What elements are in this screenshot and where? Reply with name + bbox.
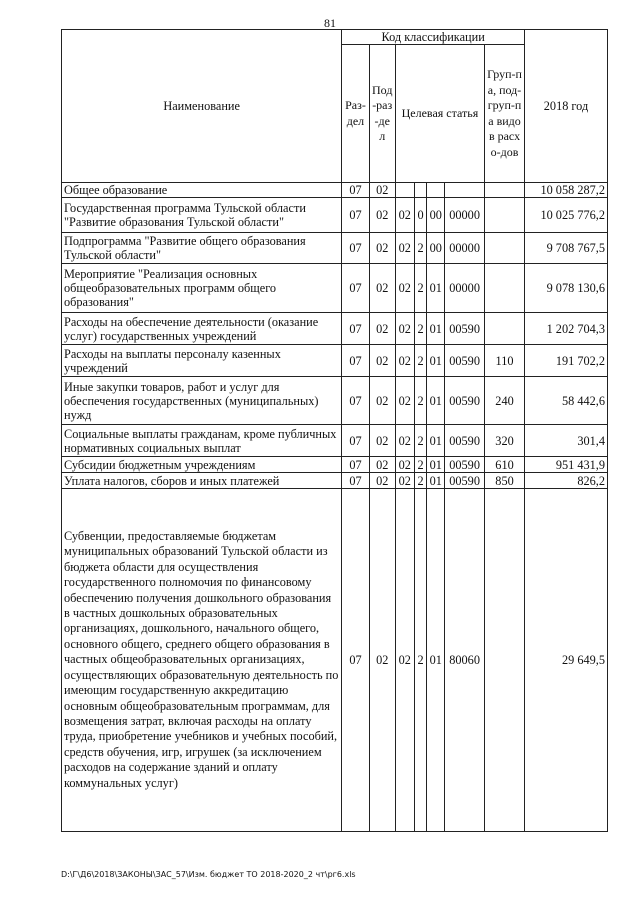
budget-table — [61, 29, 608, 832]
header-expense-group: Груп-па, под-груп-па видов расхо-дов — [485, 45, 525, 183]
file-path-footer: D:\Г\Д6\2018\ЗАКОНЫ\ЗАС_57\Изм. бюджет ТО 2018-2020_2 чт\рг6.xls — [61, 870, 356, 879]
table-row: Общее образование 07 02 10 058 287,2 — [62, 183, 608, 198]
table-row: Иные закупки товаров, работ и услуг для обеспечения государственных (муниципальных) нужд 07 02 02 2 01 00590 240 58 442,6 — [62, 377, 608, 425]
table-row: Мероприятие "Реализация основных общеобразовательных программ общего образования" 07 02 02 2 01 00000 9 078 130,6 — [62, 264, 608, 313]
header-code-group: Код классификации — [342, 30, 525, 45]
header-year: 2018 год — [525, 30, 608, 183]
table-row: Расходы на обеспечение деятельности (оказание услуг) государственных учреждений 07 02 02 2 01 00590 1 202 704,3 — [62, 313, 608, 345]
header-podrazdel: Под-раз-дел — [369, 45, 395, 183]
header-razdel: Раз-дел — [342, 45, 369, 183]
page-number: 81 — [324, 16, 336, 30]
table-row: Социальные выплаты гражданам, кроме публичных нормативных социальных выплат 07 02 02 2 01 00590 320 301,4 — [62, 425, 608, 457]
table-row: Государственная программа Тульской области "Развитие образования Тульской области" 07 02 02 0 00 00000 10 025 776,2 — [62, 198, 608, 233]
header-target: Целевая статья — [395, 45, 484, 183]
table-row: Субвенции, предоставляемые бюджетам муниципальных образований Тульской области из бюджета области для осуществления государственного полномочия по финансовому обеспечению получения дошкольного образования в частных дошкольных образовательных организациях, дошкольного, начального общего, основного общего, среднего общего образования в частных общеобразовательных организациях, осуществляющих образовательную деятельность по имеющим государственную аккредитацию основным общеобразовательным программам, для возмещения затрат, включая расходы на оплату труда, приобретение учебников и учебных пособий, средств обучения, игр, игрушек (за исключением расходов на содержание зданий и оплату коммунальных услуг) 07 02 02 2 01 80060 29 649,5 — [62, 489, 608, 832]
table-row: Подпрограмма "Развитие общего образования Тульской области" 07 02 02 2 00 00000 9 708 767,5 — [62, 233, 608, 264]
table-row: Расходы на выплаты персоналу казенных учреждений 07 02 02 2 01 00590 110 191 702,2 — [62, 345, 608, 377]
header-name: Наименование — [62, 30, 342, 183]
table-row: Уплата налогов, сборов и иных платежей 07 02 02 2 01 00590 850 826,2 — [62, 473, 608, 489]
table-row: Субсидии бюджетным учреждениям 07 02 02 2 01 00590 610 951 431,9 — [62, 457, 608, 473]
